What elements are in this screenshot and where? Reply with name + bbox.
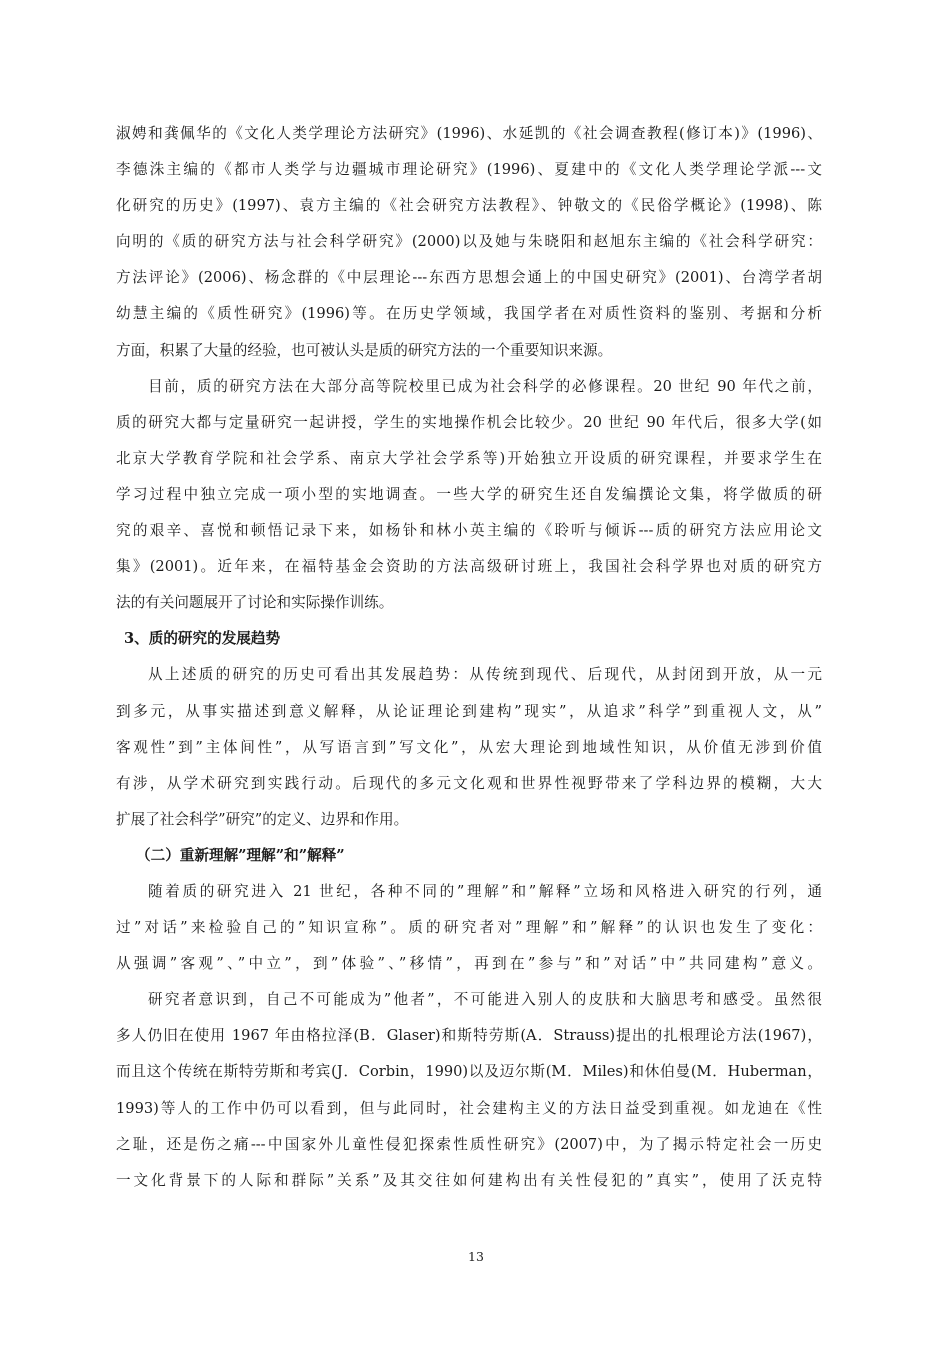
- paragraph-5: [116, 982, 822, 1199]
- text-line: 多人仍旧在使用 1967 年由格拉泽(B．Glaser)和斯特劳斯(A．Strauss)提出的扎根理论方法(1967)，: [116, 1027, 822, 1045]
- text-line: 从上述质的研究的历史可看出其发展趋势：从传统到现代、后现代，从封闭到开放，从一元: [148, 666, 822, 684]
- paragraph-4: [116, 874, 822, 982]
- text-line: 化研究的历史》(1997)、袁方主编的《社会研究方法教程》、钟敬文的《民俗学概论》(1998)、陈: [116, 197, 822, 215]
- text-line: 1993)等人的工作中仍可以看到，但与此同时，社会建构主义的方法日益受到重视。如龙迪在《性: [116, 1099, 822, 1117]
- text-line: 扩展了社会科学”研究”的定义、边界和作用。: [116, 810, 409, 828]
- text-line: 学习过程中独立完成一项小型的实地调查。一些大学的研究生还自发编撰论文集，将学做质的研: [116, 485, 822, 503]
- text-line: 之耻，还是伤之痛---中国家外儿童性侵犯探索性质性研究》(2007)中，为了揭示特定社会一历史: [116, 1135, 822, 1153]
- text-line: 质的研究大都与定量研究一起讲授，学生的实地操作机会比较少。20 世纪 90 年代后，很多大学(如: [116, 413, 822, 431]
- text-line: 幼慧主编的《质性研究》(1996)等。在历史学领域，我国学者在对质性资料的鉴别、考据和分析: [116, 305, 822, 323]
- text-line: 从强调”客观”、”中立”，到”体验”、”移情”，再到在”参与”和”对话”中”共同建构”意义。: [116, 955, 822, 973]
- paragraph-3: [116, 657, 822, 837]
- text-line: 方法评论》(2006)、杨念群的《中层理论---东西方思想会通上的中国史研究》(2001)、台湾学者胡: [116, 269, 822, 287]
- text-line: 而且这个传统在斯特劳斯和考宾(J．Corbin，1990)以及迈尔斯(M．Miles)和休伯曼(M．Huberman，: [116, 1063, 822, 1081]
- text-line: 有涉，从学术研究到实践行动。后现代的多元文化观和世界性视野带来了学科边界的模糊，大大: [116, 774, 822, 792]
- text-line: 淑娉和龚佩华的《文化人类学理论方法研究》(1996)、水延凯的《社会调查教程(修订本)》(1996)、: [116, 125, 822, 142]
- page-number: 13: [468, 1249, 484, 1264]
- document-page: [116, 116, 822, 1199]
- text-line: 客观性”到”主体间性”，从写语言到”写文化”，从宏大理论到地域性知识，从价值无涉到价值: [116, 738, 822, 756]
- text-line: 到多元，从事实描述到意义解释，从论证理论到建构”现实”，从追求”科学”到重视人文，从”: [116, 702, 822, 720]
- section-heading-3: 3、质的研究的发展趋势: [124, 630, 281, 648]
- paragraph-1: [116, 116, 822, 369]
- text-line: 向明的《质的研究方法与社会科学研究》(2000)以及她与朱晓阳和赵旭东主编的《社会科学研究：: [116, 233, 822, 251]
- text-line: 方面，积累了大量的经验，也可被认头是质的研究方法的一个重要知识来源。: [116, 341, 613, 359]
- text-line: 李德洙主编的《都市人类学与边疆城市理论研究》(1996)、夏建中的《文化人类学理论学派---文: [116, 161, 822, 179]
- text-line: 过”对话”来检验自己的”知识宣称”。质的研究者对”理解”和”解释”的认识也发生了变化：: [116, 919, 822, 937]
- paragraph-2: [116, 369, 822, 622]
- text-line: 研究者意识到，自己不可能成为”他者”，不可能进入别人的皮肤和大脑思考和感受。虽然很: [148, 991, 822, 1009]
- text-line: 北京大学教育学院和社会学系、南京大学社会学系等)开始独立开设质的研究课程，并要求学生在: [116, 449, 822, 467]
- text-line: 随着质的研究进入 21 世纪，各种不同的”理解”和”解释”立场和风格进入研究的行列，通: [148, 882, 822, 900]
- text-line: 究的艰辛、喜悦和顿悟记录下来，如杨钋和林小英主编的《聆听与倾诉---质的研究方法应用论文: [116, 522, 822, 540]
- text-line: 一文化背景下的人际和群际”关系”及其交往如何建构出有关性侵犯的”真实”，使用了沃克特: [116, 1171, 822, 1189]
- text-line: 集》(2001)。近年来，在福特基金会资助的方法高级研讨班上，我国社会科学界也对质的研究方: [116, 558, 822, 576]
- text-line: 目前，质的研究方法在大部分高等院校里已成为社会科学的必修课程。20 世纪 90 年代之前，: [148, 377, 822, 395]
- text-line: 法的有关问题展开了讨论和实际操作训练。: [116, 594, 394, 612]
- section-heading-2: （二）重新理解”理解”和”解释”: [136, 846, 345, 864]
